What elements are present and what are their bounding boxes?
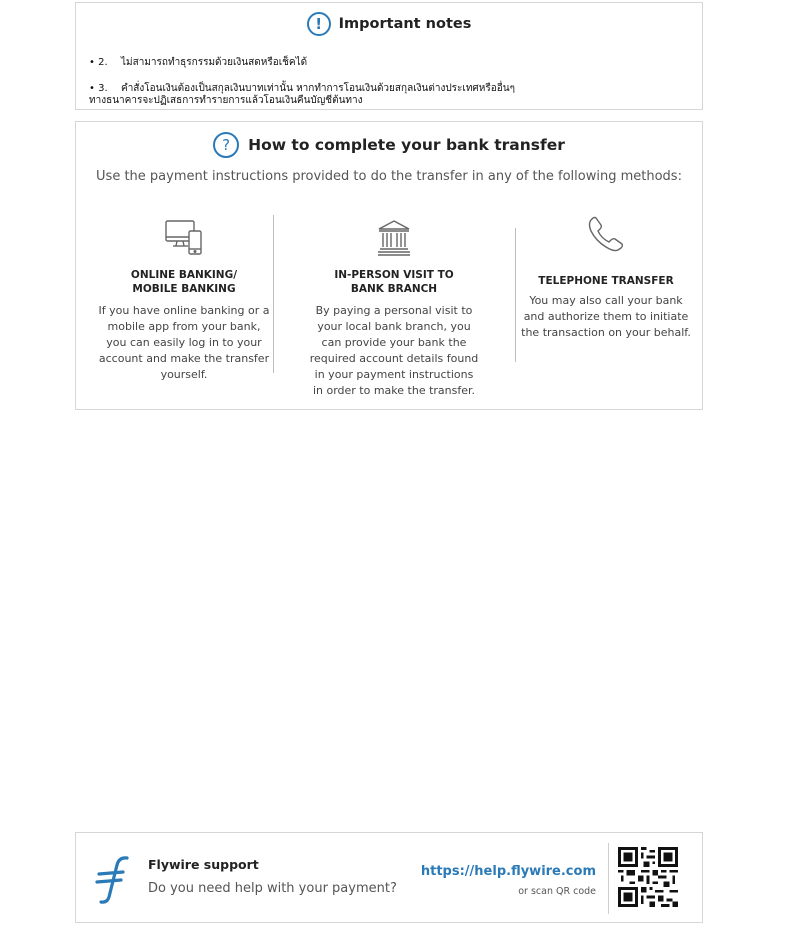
bank-building-icon [294, 212, 494, 256]
note-text-continued: ทางธนาคารจะปฏิเสธการทำรายการแล้วโอนเงินคืนบัญชีต้นทาง [89, 95, 363, 106]
method-online-banking [84, 212, 284, 383]
method-bank-branch [294, 212, 494, 399]
how-to-header [76, 132, 702, 158]
method-heading: IN-PERSON VISIT TO BANK BRANCH [334, 269, 454, 295]
phone-icon [506, 212, 706, 252]
important-notes-header [76, 12, 702, 36]
important-notes-panel [75, 2, 703, 110]
flywire-support-panel [75, 832, 703, 923]
method-heading: ONLINE BANKING/ MOBILE BANKING [130, 269, 238, 295]
support-title: Flywire support [148, 857, 259, 872]
method-description: You may also call your bank and authorize them to initiate the transaction on your behalf. [521, 294, 691, 339]
important-notes-title: Important notes [338, 16, 472, 32]
note-text: คำสั่งโอนเงินต้องเป็นสกุลเงินบาทเท่านั้น หากทำการโอนเงินด้วยสกุลเงินต่างประเทศหรืออื่นๆ [121, 83, 515, 94]
method-telephone [506, 212, 706, 341]
note-number: • 3. [89, 83, 108, 94]
support-question: Do you need help with your payment? [148, 881, 397, 896]
method-heading: TELEPHONE TRANSFER [538, 275, 674, 287]
flywire-logo-icon [93, 855, 133, 905]
note-number: • 2. [89, 57, 108, 68]
column-divider [273, 215, 274, 373]
method-description: By paying a personal visit to your local bank branch, you can provide your bank the required account details found in your payment instructions in order to make the transfer. [309, 304, 479, 397]
note-text: ไม่สามารถทำธุรกรรมด้วยเงินสดหรือเช็คได้ [121, 57, 308, 68]
support-divider [608, 843, 609, 914]
note-item [89, 83, 515, 107]
exclamation-circle-icon: ! [307, 12, 331, 36]
how-to-transfer-panel [75, 121, 703, 410]
note-item [89, 57, 307, 69]
how-to-title: How to complete your bank transfer [248, 136, 565, 154]
question-circle-icon: ? [213, 132, 239, 158]
qr-code-icon[interactable] [618, 847, 678, 907]
method-description: If you have online banking or a mobile app from your bank, you can easily log in to your account and make the transfer yourself. [98, 304, 270, 381]
support-link[interactable]: https://help.flywire.com [420, 864, 596, 879]
scan-qr-label: or scan QR code [518, 886, 596, 897]
how-to-subtitle: Use the payment instructions provided to do the transfer in any of the following methods: [96, 169, 682, 184]
devices-icon [84, 212, 284, 256]
